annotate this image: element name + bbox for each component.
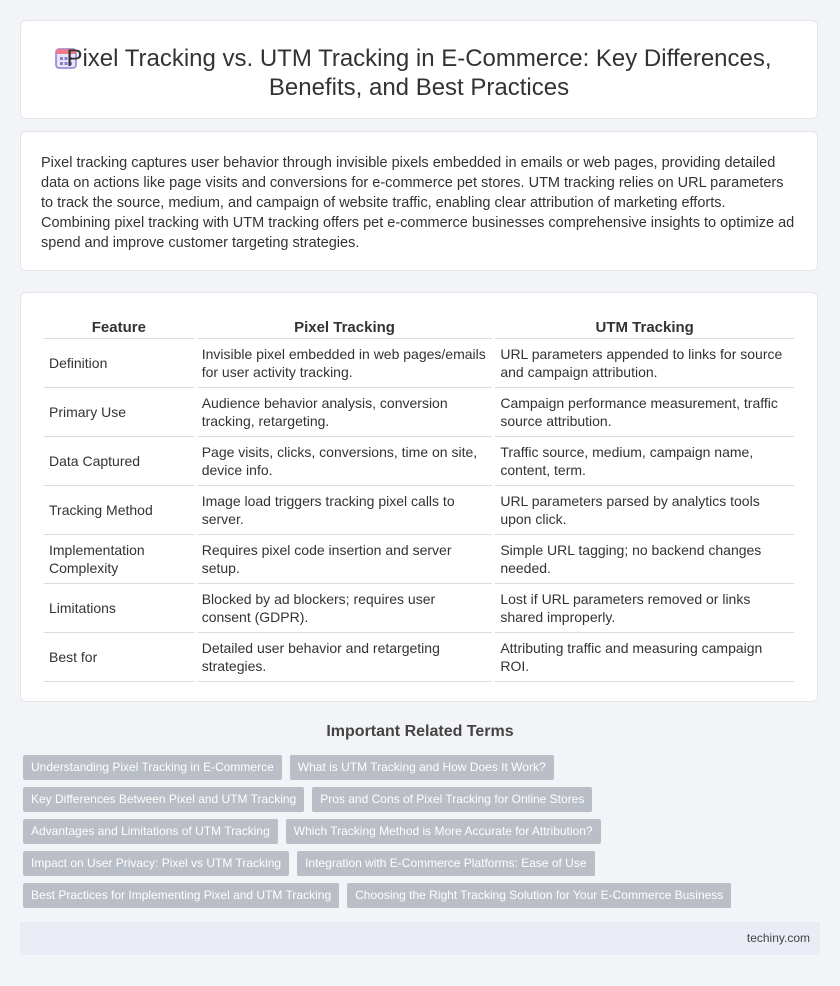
pixel-cell: Invisible pixel embedded in web pages/emails for user activity tracking. <box>197 339 493 388</box>
header-feature: Feature <box>44 315 194 339</box>
related-terms-heading: Important Related Terms <box>326 723 514 740</box>
related-term-link[interactable]: Impact on User Privacy: Pixel vs UTM Tracking <box>23 851 289 876</box>
header-pixel-tracking: Pixel Tracking <box>197 315 493 339</box>
intro-card <box>20 131 818 271</box>
related-term-link[interactable]: Pros and Cons of Pixel Tracking for Online Stores <box>312 787 592 812</box>
comparison-table <box>41 315 797 682</box>
feature-cell: Primary Use <box>44 388 194 437</box>
table-row <box>44 437 794 486</box>
comparison-card <box>20 292 818 702</box>
utm-cell: Attributing traffic and measuring campaign ROI. <box>495 633 794 682</box>
pixel-cell: Image load triggers tracking pixel calls to server. <box>197 486 493 535</box>
table-row <box>44 584 794 633</box>
page-title: Pixel Tracking vs. UTM Tracking in E-Commerce: Key Differences, Benefits, and Best Practices <box>66 45 772 101</box>
footer <box>20 922 820 955</box>
related-term-link[interactable]: Choosing the Right Tracking Solution for Your E-Commerce Business <box>347 883 731 908</box>
feature-cell: Tracking Method <box>44 486 194 535</box>
pixel-cell: Blocked by ad blockers; requires user consent (GDPR). <box>197 584 493 633</box>
utm-cell: Campaign performance measurement, traffic source attribution. <box>495 388 794 437</box>
title-card <box>20 20 818 119</box>
table-header-row <box>44 315 794 339</box>
utm-cell: URL parameters appended to links for source and campaign attribution. <box>495 339 794 388</box>
table-row <box>44 339 794 388</box>
header-utm-tracking: UTM Tracking <box>495 315 794 339</box>
related-terms-list <box>23 755 823 915</box>
pixel-cell: Page visits, clicks, conversions, time on site, device info. <box>197 437 493 486</box>
related-term-link[interactable]: Best Practices for Implementing Pixel and UTM Tracking <box>23 883 339 908</box>
pixel-cell: Detailed user behavior and retargeting strategies. <box>197 633 493 682</box>
table-row <box>44 535 794 584</box>
related-term-link[interactable]: Which Tracking Method is More Accurate for Attribution? <box>286 819 601 844</box>
related-term-link[interactable]: Integration with E-Commerce Platforms: Ease of Use <box>297 851 594 876</box>
feature-cell: Limitations <box>44 584 194 633</box>
feature-cell: Implementation Complexity <box>44 535 194 584</box>
related-term-link[interactable]: Key Differences Between Pixel and UTM Tracking <box>23 787 304 812</box>
pixel-cell: Audience behavior analysis, conversion tracking, retargeting. <box>197 388 493 437</box>
table-row <box>44 633 794 682</box>
utm-cell: Lost if URL parameters removed or links shared improperly. <box>495 584 794 633</box>
related-term-link[interactable]: Advantages and Limitations of UTM Tracking <box>23 819 278 844</box>
pixel-cell: Requires pixel code insertion and server setup. <box>197 535 493 584</box>
utm-cell: URL parameters parsed by analytics tools upon click. <box>495 486 794 535</box>
feature-cell: Data Captured <box>44 437 194 486</box>
related-term-link[interactable]: What is UTM Tracking and How Does It Work? <box>290 755 554 780</box>
intro-paragraph: Pixel tracking captures user behavior through invisible pixels embedded in emails or web pages, providing detailed data on actions like page visits and conversions for e-commerce pet stores. UTM tracking relies on URL parameters to track the source, medium, and campaign of website traffic, enabling clear attribution of marketing efforts. Combining pixel tracking with UTM tracking offers pet e-commerce businesses comprehensive insights to optimize ad spend and improve customer targeting strategies. <box>41 155 795 251</box>
feature-cell: Definition <box>44 339 194 388</box>
feature-cell: Best for <box>44 633 194 682</box>
utm-cell: Traffic source, medium, campaign name, content, term. <box>495 437 794 486</box>
footer-site-link[interactable]: techiny.com <box>746 931 810 945</box>
table-row <box>44 388 794 437</box>
table-row <box>44 486 794 535</box>
related-term-link[interactable]: Understanding Pixel Tracking in E-Commerce <box>23 755 282 780</box>
utm-cell: Simple URL tagging; no backend changes needed. <box>495 535 794 584</box>
